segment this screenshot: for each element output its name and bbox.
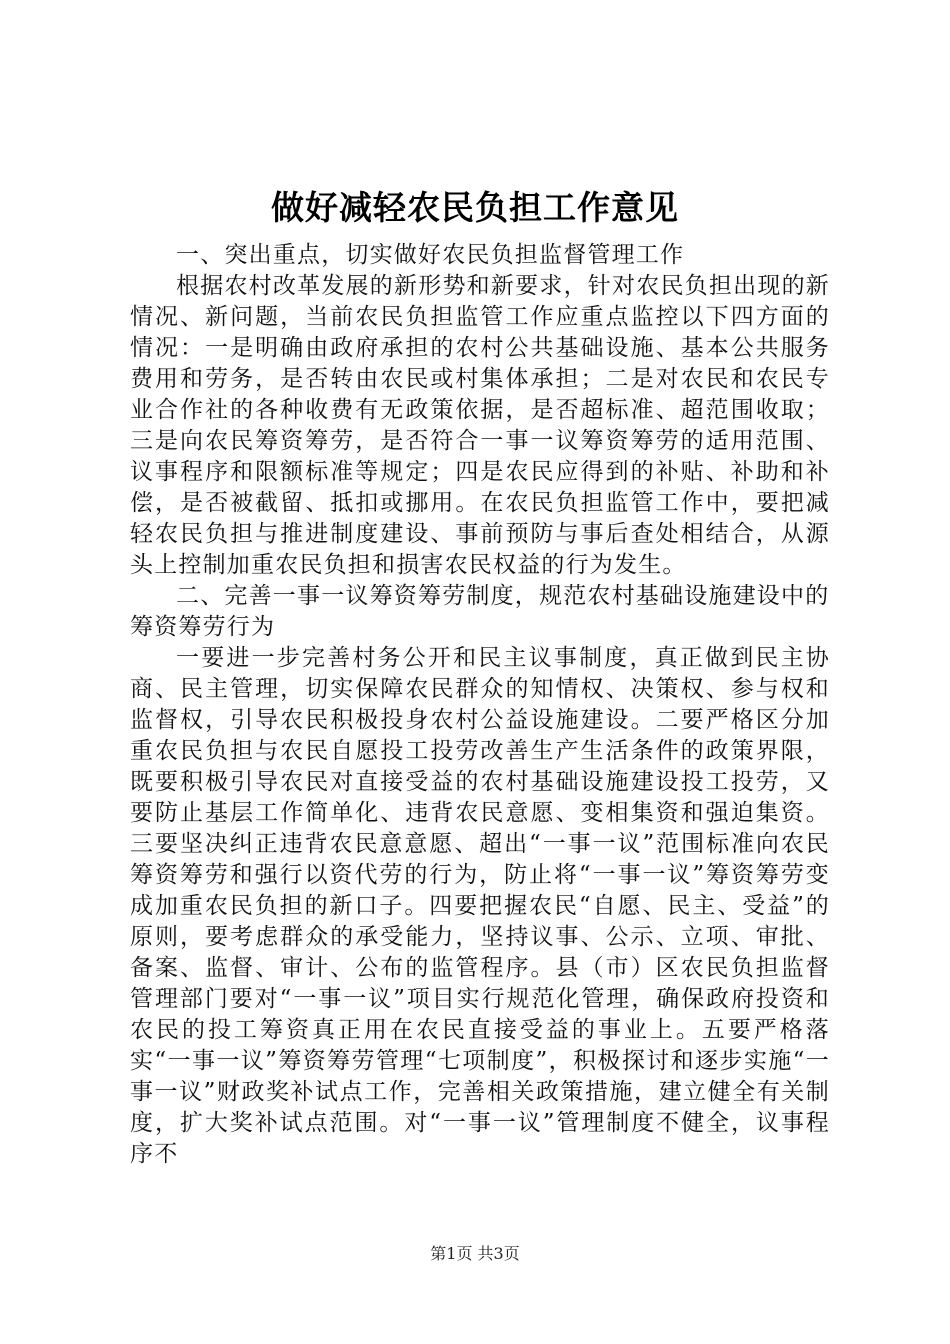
section-1-paragraph: 根据农村改革发展的新形势和新要求，针对农民负担出现的新情况、新问题，当前农民负担监管工作应重点监控以下四方面的情况：一是明确由政府承担的农村公共基础设施、基本公共服务费用和劳务，是否转由农民或村集体承担；二是对农民和农民专业合作社的各种收费有无政策依据，是否超标准、超范围收取；三是向农民筹资筹劳，是否符合一事一议筹资筹劳的适用范围、议事程序和限额标准等规定；四是农民应得到的补贴、补助和补偿，是否被截留、抵扣或挪用。在农民负担监管工作中，要把减轻农民负担与推进制度建设、事前预防与事后查处相结合，从源头上控制加重农民负担和损害农民权益的行为发生。 <box>130 273 830 578</box>
document-body <box>130 240 830 1170</box>
section-2-paragraph: 一要进一步完善村务公开和民主议事制度，真正做到民主协商、民主管理，切实保障农民群众的知情权、决策权、参与权和监督权，引导农民积极投身农村公益设施建设。二要严格区分加重农民负担与农民自愿投工投劳改善生产生活条件的政策界限，既要积极引导农民对直接受益的农村基础设施建设投工投劳，又要防止基层工作简单化、违背农民意愿、变相集资和强迫集资。三要坚决纠正违背农民意意愿、超出“一事一议”范围标准向农民筹资筹劳和强行以资代劳的行为，防止将“一事一议”筹资筹劳变成加重农民负担的新口子。四要把握农民“自愿、民主、受益”的原则，要考虑群众的承受能力，坚持议事、公示、立项、审批、备案、监督、审计、公布的监管程序。县（市）区农民负担监督管理部门要对“一事一议”项目实行规范化管理，确保政府投资和农民的投工筹资真正用在农民直接受益的事业上。五要严格落实“一事一议”筹资筹劳管理“七项制度”，积极探讨和逐步实施“一事一议”财政奖补试点工作，完善相关政策措施，建立健全有关制度，扩大奖补试点范围。对“一事一议”管理制度不健全，议事程序不 <box>130 645 830 1167</box>
page-footer: 第1页 共3页 <box>430 1244 520 1263</box>
section-2-heading: 二、完善一事一议筹资筹劳制度，规范农村基础设施建设中的筹资筹劳行为 <box>130 583 830 640</box>
document-title: 做好减轻农民负担工作意见 <box>271 188 679 227</box>
section-1-heading: 一、突出重点，切实做好农民负担监督管理工作 <box>176 242 685 268</box>
